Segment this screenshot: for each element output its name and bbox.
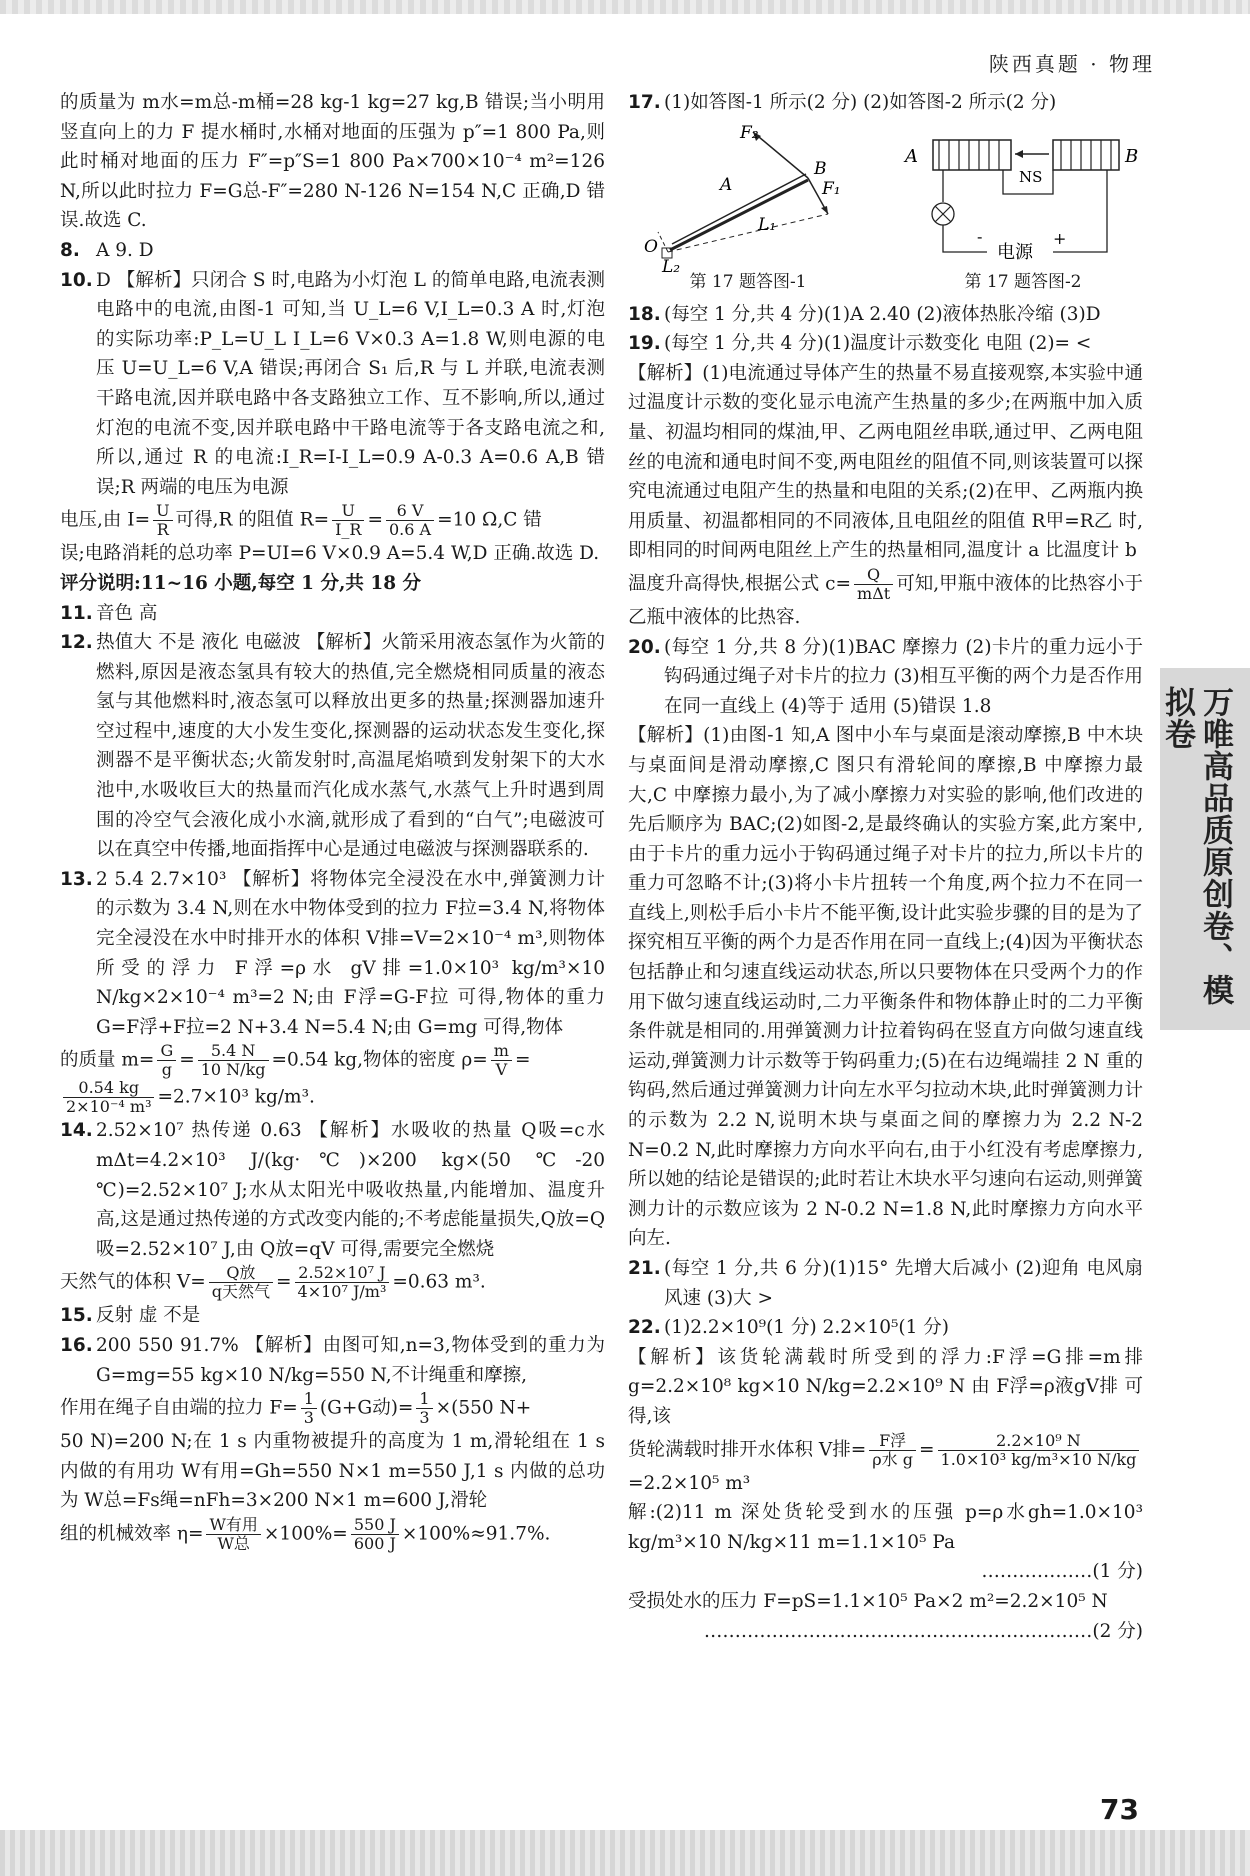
fraction: $\frac{G}{g}$ <box>157 1042 176 1079</box>
fraction: $\frac{1}{3}$ <box>301 1390 317 1427</box>
left-column <box>60 88 605 1553</box>
answer-14-formula: 天然气的体积 V= $\frac{\text{Q放}}{\text{q天然气}}$ = $\frac{\text{2.52×10⁷ J}}{\text{4×10⁷ J/m³}}$ =0.63 m³. <box>60 1263 486 1302</box>
page-header: 陕西真题 · 物理 <box>988 52 1155 76</box>
answer-22: 22. (1)2.2×10⁹(1 分) 2.2×10⁵(1 分) <box>628 1317 950 1339</box>
electromagnet-diagram <box>903 122 1143 298</box>
answer-10-end: 误;电路消耗的总功率 P=UI=6 V×0.9 A=5.4 W,D 正确.故选 D. <box>60 543 600 565</box>
fraction: $\frac{Q}{\text{mΔt}}$ <box>854 566 893 603</box>
answer-16-work: 50 N)=200 N;在 1 s 内重物被提升的高度为 1 m,滑轮组在 1 s 内做的有用功 W有用=Gh=550 N×1 m=550 J,1 s 内做的总功为 W总=Fs绳=nFh=3×200 N×1 m=600 J,滑轮 <box>60 1431 605 1512</box>
answer-16: 16. 200 550 91.7% 【解析】由图可知,n=3,物体受到的重力为 G=mg=55 kg×10 N/kg=550 N,不计绳重和摩擦, <box>60 1334 605 1386</box>
answer-22-volume-result: =2.2×10⁵ m³ <box>628 1472 751 1494</box>
electromagnet-svg <box>903 122 1143 272</box>
answer-7-continued: 的质量为 m水=m总-m桶=28 kg-1 kg=27 kg,B 错误;当小明用竖直向上的力 F 提水桶时,水桶对地面的压强为 p″=1 800 Pa,则此时桶对地面的压力 F″=p″S=1 800 Pa×700×10⁻⁴ m²=126 N,所以此时拉力 F=G总-F″=280 N-126 N=154 N,C 正确,D 错误.故选 C. <box>60 92 605 232</box>
lever-diagram <box>628 122 868 298</box>
svg-text:B: B <box>1125 145 1139 167</box>
answer-22-force: 受损处水的压力 F=pS=1.1×10⁵ Pa×2 m²=2.2×10⁵ N <box>628 1590 1108 1612</box>
answer-20: 20. (每空 1 分,共 8 分)(1)BAC 摩擦力 (2)卡片的重力远小于钩码通过绳子对卡片的拉力 (3)相互平衡的两个力是否作用在同一直线上 (4)等于 适用 (5)错误 1.8 <box>628 636 1143 717</box>
bottom-scan-strip <box>0 1830 1250 1876</box>
fraction: $\frac{m}{V}$ <box>491 1042 512 1079</box>
svg-text:A: A <box>905 145 918 167</box>
answer-10: 10. D 【解析】只闭合 S 时,电路为小灯泡 L 的简单电路,电流表测电路中的电流,由图-1 可知,当 U_L=6 V,I_L=0.3 A 时,灯泡的实际功率:P_L=U_L I_L=6 V×0.3 A=1.8 W,则电源的电压 U=U_L=6 V,A 错误;再闭合 S₁ 后,R 与 L 并联,电流表测干路电流,因并联电路中各支路独立工作、互不影响,所以,通过灯泡的电流不变,因并联电路中干路电流等于各支路电流之和,所以,通过 R 的电流:I_R=I-I_L=0.9 A-0.3 A=0.6 A,B 错误;R 两端的电压为电源 <box>60 269 605 498</box>
svg-text:NS: NS <box>1019 167 1043 186</box>
figure-1-caption: 第 17 题答图-1 <box>689 272 807 292</box>
fraction: $\frac{\text{Q放}}{\text{q天然气}}$ <box>209 1264 273 1301</box>
svg-text:电源: 电源 <box>997 241 1033 263</box>
page-number: 73 <box>1100 1793 1139 1826</box>
svg-text:F₁: F₁ <box>822 178 841 199</box>
fraction: $\frac{0.54 kg}{\text{2×10⁻⁴ m³}}$ <box>63 1079 154 1116</box>
answer-22-pressure-points: ………………(1 分) <box>981 1561 1143 1583</box>
fraction: $\frac{\text{2.52×10⁷ J}}{\text{4×10⁷ J/m³}}$ <box>295 1264 390 1301</box>
answer-13-formula: 的质量 m= $\frac{G}{g}$ = $\frac{5.4 N}{10 N/kg}$ =0.54 kg,物体的密度 ρ= $\frac{m}{V}$ = <box>60 1041 531 1080</box>
figure-2-caption: 第 17 题答图-2 <box>964 272 1082 292</box>
answer-12: 12. 热值大 不是 液化 电磁波 【解析】火箭采用液态氢作为火箭的燃料,原因是液态氢具有较大的热值,完全燃烧相同质量的液态氢与其他燃料时,液态氢可以释放出更多的热量;探测器加速升空过程中,速度的大小发生变化,探测器的运动状态发生变化,探测器不是平衡状态;火箭发射时,高温尾焰喷到发射架下的大水池中,水吸收巨大的热量而汽化成水蒸气,水蒸气上升时遇到周围的冷空气会液化成小水滴,就形成了看到的“白气”;电磁波可以在真空中传播,地面指挥中心是通过电磁波与探测器联系的. <box>60 632 605 861</box>
fraction: $\frac{1}{3}$ <box>416 1390 432 1427</box>
answer-21: 21. (每空 1 分,共 6 分)(1)15° 先增大后减小 (2)迎角 电风扇风速 (3)大 > <box>628 1258 1143 1309</box>
lever-svg <box>628 122 868 272</box>
answer-22-force-points: ………………………………………………………(2 分) <box>703 1620 1143 1642</box>
right-column <box>628 88 1143 1646</box>
answer-22-pressure: 解:(2)11 m 深处货轮受到水的压强 p=ρ水gh=1.0×10³ kg/m³×10 N/kg×11 m=1.1×10⁵ Pa <box>628 1502 1143 1553</box>
fraction: $\frac{6 V}{0.6 A}$ <box>386 502 434 539</box>
answer-10-formula: 电压,由 I= $\frac{U}{R}$ 可得,R 的阻值 R= $\frac{U}{I\_R}$ = $\frac{6 V}{0.6 A}$ =10 Ω,C 错 <box>60 501 542 540</box>
svg-text:B: B <box>814 158 827 179</box>
top-scan-strip <box>0 0 1250 14</box>
answer-17-figures <box>628 122 1143 298</box>
answer-16-efficiency: 组的机械效率 η= $\frac{\text{W有用}}{\text{W总}}$ ×100%= $\frac{550 J}{600 J}$ ×100%≈91.7%. <box>60 1514 551 1553</box>
svg-text:L₁: L₁ <box>758 214 777 235</box>
answer-19-formula: 温度升高得快,根据公式 c= $\frac{Q}{\text{mΔt}}$ 可知,甲瓶中液体的比热容小于乙瓶中液体的比热容. <box>628 564 1143 628</box>
answer-20-analysis: 【解析】(1)由图-1 知,A 图中小车与桌面是滚动摩擦,B 中木块与桌面间是滑动摩擦,C 图只有滑轮间的摩擦,B 中摩擦力最大,C 中摩擦力最小,为了减小摩擦力对实验的影响,他们改进的先后顺序为 BAC;(2)如图-2,是最终确认的实验方案,此方案中,由于卡片的重力远小于钩码通过绳子对卡片的拉力,所以卡片的重力可忽略不计;(3)将小卡片扭转一个角度,两个拉力不在同一直线上,则松手后小卡片不能平衡,设计此实验步骤的目的是为了探究相互平衡的两个力是否作用在同一直线上;(4)因为平衡状态包括静止和匀速直线运动状态,所以只要物体在只受两个力的作用下做匀速直线运动时,二力平衡条件和物体静止时的二力平衡条件就是相同的.用弹簧测力计拉着钩码在竖直方向做匀速直线运动,弹簧测力计示数等于钩码重力;(5)在右边绳端挂 2 N 重的钩码,然后通过弹簧测力计向左水平匀拉动木块,此时弹簧测力计的示数为 2.2 N,说明木块与桌面之间的摩擦力为 2.2 N-2 N=0.2 N,此时摩擦力方向水平向右,由于小红没有考虑摩擦力,所以她的结论是错误的;此时若让木块水平匀速向右运动,则弹簧测力计的示数应该为 2 N-0.2 N=1.8 N,此时摩擦力方向水平向左. <box>628 725 1143 1250</box>
side-tab-text: 万唯高品质原创卷、模拟卷 <box>1159 686 1233 1006</box>
answer-15: 15. 反射 虚 不是 <box>60 1305 201 1327</box>
fraction: $\frac{\text{W有用}}{\text{W总}}$ <box>206 1516 260 1553</box>
svg-text:L₂: L₂ <box>662 256 681 272</box>
svg-text:F₂: F₂ <box>740 122 759 143</box>
answer-18: 18. (每空 1 分,共 4 分)(1)A 2.40 (2)液体热胀冷缩 (3)D <box>628 303 1101 325</box>
answer-11: 11. 音色 高 <box>60 602 158 624</box>
fraction: $\frac{U}{I\_R}$ <box>332 502 364 539</box>
answer-19-analysis: 【解析】(1)电流通过导体产生的热量不易直接观察,本实验中通过温度计示数的变化显示电流产生热量的多少;在两瓶中加入质量、初温均相同的煤油,甲、乙两电阻丝串联,通过甲、乙两电阻丝的电流和通电时间不变,两电阻丝的阻值不同,则该装置可以探究电流通过电阻产生的热量和电阻的关系;(2)在甲、乙两瓶内换用质量、初温都相同的不同液体,且电阻丝的阻值 R甲=R乙 时,即相同的时间两电阻丝上产生的热量相同,温度计 a 比温度计 b <box>628 362 1143 562</box>
answer-22-volume: 货轮满载时排开水体积 V排= $\frac{\text{F浮}}{\text{ρ水 g}}$ = $\frac{\text{2.2×10⁹ N}}{\text{1.0×10³ kg/m³×10 N/kg}}$ <box>628 1432 1143 1469</box>
fraction: $\frac{\text{F浮}}{\text{ρ水 g}}$ <box>869 1432 916 1469</box>
fraction: $\frac{\text{2.2×10⁹ N}}{\text{1.0×10³ kg/m³×10 N/kg}}$ <box>938 1432 1140 1469</box>
fraction: $\frac{5.4 N}{10 N/kg}$ <box>198 1042 269 1079</box>
answer-14: 14. 2.52×10⁷ 热传递 0.63 【解析】水吸收的热量 Q吸=c水 mΔt=4.2×10³ J/(kg·℃)×200 kg×(50 ℃-20 ℃)=2.52×10⁷ J;水从太阳光中吸收热量,内能增加、温度升高,这是通过热传递的方式改变内能的;不考虑能量损失,Q放=Q吸=2.52×10⁷ J,由 Q放=qV 可得,需要完全燃烧 <box>60 1120 605 1260</box>
svg-text:O: O <box>644 236 658 257</box>
answer-8-9: 8. A 9. D <box>60 239 154 261</box>
svg-text:+: + <box>1053 228 1067 248</box>
answer-16-force: 作用在绳子自由端的拉力 F= $\frac{1}{3}$ (G+G动)= $\frac{1}{3}$ ×(550 N+ <box>60 1389 532 1428</box>
answer-17: 17. (1)如答图-1 所示(2 分) (2)如答图-2 所示(2 分) <box>628 92 1057 113</box>
answer-22-analysis: 【解析】该货轮满载时所受到的浮力:F浮=G排=m排 g=2.2×10⁸ kg×10 N/kg=2.2×10⁹ N 由 F浮=ρ液gV排 可得,该 <box>628 1346 1143 1427</box>
scoring-note: 评分说明:11~16 小题,每空 1 分,共 18 分 <box>60 572 422 594</box>
svg-text:-: - <box>977 226 983 246</box>
answer-13-density: $\frac{0.54 kg}{\text{2×10⁻⁴ m³}}$ =2.7×10³ kg/m³. <box>60 1079 605 1116</box>
side-tab <box>1160 668 1250 1030</box>
answer-13: 13. 2 5.4 2.7×10³ 【解析】将物体完全浸没在水中,弹簧测力计的示数为 3.4 N,则在水中物体受到的拉力 F拉=3.4 N,将物体完全浸没在水中时排开水的体积 V排=V=2×10⁻⁴ m³,则物体所受的浮力 F浮=ρ水 gV排=1.0×10³ kg/m³×10 N/kg×2×10⁻⁴ m³=2 N;由 F浮=G-F拉 可得,物体的重力 G=F浮+F拉=2 N+3.4 N=5.4 N;由 G=mg 可得,物体 <box>60 868 605 1038</box>
fraction: $\frac{U}{R}$ <box>153 502 172 539</box>
fraction: $\frac{550 J}{600 J}$ <box>351 1516 399 1553</box>
svg-text:A: A <box>720 174 733 195</box>
answer-19: 19. (每空 1 分,共 4 分)(1)温度计示数变化 电阻 (2)= < <box>628 333 1092 355</box>
